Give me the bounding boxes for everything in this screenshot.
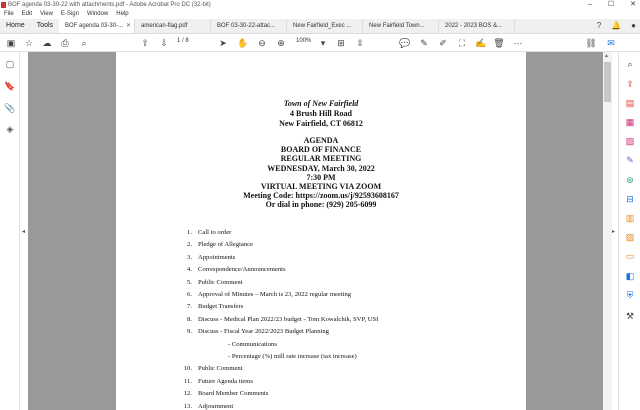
previous-page-icon[interactable]: ⇧ [141, 38, 149, 48]
list-item: 2. Pledge of Allegiance [187, 241, 253, 249]
document-header [116, 99, 526, 129]
main-toolbar [0, 34, 640, 52]
document-tab-label: BOF agenda 03-30-... [65, 23, 124, 29]
hand-tool-icon[interactable]: ✋ [237, 38, 249, 48]
account-icon[interactable]: ● [631, 21, 636, 30]
list-item: 4. Correspondence/Announcements [187, 266, 286, 274]
page-total: / 8 [182, 38, 189, 44]
email-share-icon[interactable]: ✉ [607, 38, 615, 48]
close-tab-icon[interactable]: ✕ [126, 23, 132, 29]
next-page-icon[interactable]: ⇩ [160, 38, 168, 48]
create-pdf-icon[interactable]: ▤ [625, 98, 635, 108]
town-address: 4 Brush Hill Road [289, 109, 352, 118]
edit-text-icon[interactable]: ▧ [625, 136, 635, 146]
more-tools-wrench-icon[interactable]: ⚒ [625, 311, 635, 321]
save-icon[interactable]: ▣ [6, 38, 16, 48]
meeting-date: WEDNESDAY, March 30, 2022 [267, 163, 375, 173]
left-navigation-rail [0, 52, 20, 410]
document-viewer[interactable] [28, 52, 612, 410]
board-name: BOARD OF FINANCE [280, 145, 362, 155]
menu-view[interactable]: View [40, 11, 53, 17]
chat-comment-icon[interactable]: ▭ [625, 251, 635, 261]
list-item: 5. Public Comment [187, 278, 243, 286]
document-tab-bos-2022-2023[interactable] [439, 19, 515, 33]
notification-bell-icon[interactable]: 🔔 [611, 21, 622, 30]
list-item: 13. Adjournment [183, 402, 234, 410]
menu-file[interactable]: File [4, 11, 14, 17]
attachments-paperclip-icon[interactable]: 📎 [4, 103, 16, 113]
window-controls [588, 0, 636, 10]
agenda-items-list [176, 227, 516, 410]
scan-ocr-icon[interactable]: ▨ [625, 232, 635, 242]
list-item: 8. Discuss - Medical Plan 2022/23 budget - Tom Kowalchik, SVP, USI [187, 315, 379, 323]
document-tab-new-fairfield-exec[interactable] [287, 19, 363, 33]
expand-right-panel-icon[interactable]: ▸ [612, 229, 616, 235]
fill-sign-icon[interactable]: ✍ [475, 38, 487, 48]
scroll-up-arrow-icon[interactable]: ▲ [604, 53, 609, 59]
expand-left-panel-icon[interactable]: ◂ [22, 229, 26, 235]
agenda-title: AGENDA [303, 136, 339, 145]
scroll-mode-icon[interactable]: ⇳ [356, 38, 364, 48]
comment-tool-icon[interactable]: ▥ [625, 213, 635, 223]
document-tab-label: New Fairfield_Exec ... [293, 23, 352, 29]
vertical-scrollbar[interactable] [603, 52, 612, 410]
select-cursor-icon[interactable]: ➤ [219, 38, 227, 48]
menu-window[interactable]: Window [86, 11, 109, 17]
page-thumbnails-icon[interactable]: ▢ [5, 59, 15, 69]
fit-page-icon[interactable]: ⊞ [337, 38, 345, 48]
minimize-icon[interactable]: – [587, 1, 592, 8]
list-subitem: - Percentage (%) mill rate increase (tax increase) [228, 353, 357, 361]
acrobat-app-icon [1, 2, 6, 8]
list-item: 3. Appointments [187, 253, 236, 261]
zoom-search-icon[interactable]: ⌕ [81, 38, 87, 48]
list-item: 11. Future Agenda items [184, 377, 253, 385]
organize-pages-icon[interactable]: ⊟ [626, 194, 634, 204]
search-icon[interactable]: ⌕ [627, 59, 633, 69]
tab-tools[interactable]: Tools [36, 22, 54, 29]
title-bar [0, 0, 640, 10]
fill-and-sign-icon[interactable]: ✎ [626, 155, 634, 165]
town-name: Town of New Fairfield [283, 99, 359, 108]
document-tab-bof-agenda[interactable] [59, 19, 135, 33]
scrollbar-thumb[interactable] [604, 62, 611, 102]
draw-icon[interactable]: ✐ [439, 38, 447, 48]
meeting-type: REGULAR MEETING [280, 154, 362, 164]
help-icon[interactable]: ? [596, 21, 602, 30]
list-subitem: - Communications [228, 340, 277, 348]
list-item: 10. Public Comment [183, 365, 243, 373]
stamp-icon[interactable]: ⛶ [458, 38, 466, 48]
maximize-icon[interactable]: ☐ [607, 1, 615, 8]
comment-icon[interactable]: 💬 [399, 38, 411, 48]
print-icon[interactable]: ⎙ [61, 38, 69, 48]
list-item: 6. Approval of Minutes – March is 23, 2022 regular meeting [187, 291, 352, 299]
menu-help[interactable]: Help [116, 11, 129, 17]
menu-bar [0, 10, 640, 19]
protect-icon[interactable]: ◧ [625, 271, 635, 281]
window-title: BOF agenda 03-30-22 with attachments.pdf - Adobe Acrobat Pro DC (32-bit) [8, 2, 211, 8]
delete-trash-icon[interactable]: 🗑 [493, 38, 505, 48]
zoom-in-icon[interactable]: ⊕ [277, 38, 285, 48]
document-tab-new-fairfield-town[interactable] [363, 19, 439, 33]
highlight-pen-icon[interactable]: ✎ [420, 38, 428, 48]
town-city: New Fairfield, CT 06812 [279, 119, 363, 128]
layers-icon[interactable]: ◈ [6, 124, 14, 134]
tab-bar-right-icons [597, 19, 636, 33]
bookmark-star-icon[interactable]: ☆ [24, 38, 34, 48]
right-tools-rail [618, 52, 640, 410]
document-tab-label: american-flag.pdf [141, 23, 188, 29]
bookmarks-icon[interactable]: 🔖 [4, 81, 16, 91]
list-item: 9. Discuss - Fiscal Year 2022/2023 Budget Planning [187, 328, 329, 336]
list-item: 12. Board Member Comments [183, 390, 269, 398]
meeting-time: 7:30 PM [306, 172, 336, 182]
document-tab-american-flag[interactable] [135, 19, 211, 33]
document-tab-label: BOF 03-30-22-attac... [217, 23, 276, 29]
edit-pdf-icon[interactable]: ▦ [625, 117, 635, 127]
pdf-page [116, 52, 526, 410]
tab-home[interactable]: Home [6, 22, 25, 29]
current-page-field[interactable]: 1 [177, 38, 181, 44]
menu-esign[interactable]: E-Sign [60, 11, 79, 17]
zoom-level[interactable]: 100% [296, 38, 312, 44]
zoom-out-icon[interactable]: ⊖ [258, 38, 266, 48]
page-indicator[interactable] [177, 38, 189, 44]
meeting-code: Meeting Code: https://zoom.us/j/92593608167 [243, 191, 399, 201]
share-link-icon[interactable]: ⛓ [585, 38, 597, 48]
meeting-venue: VIRTUAL MEETING VIA ZOOM [260, 182, 382, 192]
list-item: 1. Call to order [187, 229, 232, 236]
shield-icon[interactable]: ⛨ [626, 290, 634, 300]
menu-edit[interactable]: Edit [21, 11, 33, 17]
export-pdf-icon[interactable]: ⇪ [626, 79, 634, 89]
tab-bar [0, 19, 640, 34]
dial-in-phone: Or dial in phone: (929) 205-6099 [265, 200, 377, 210]
agenda-heading-block [116, 136, 526, 210]
send-for-signature-icon[interactable]: ⊛ [626, 175, 634, 185]
more-tools-icon[interactable]: ⋯ [513, 38, 523, 48]
zoom-dropdown-icon[interactable]: ▾ [320, 38, 326, 48]
close-icon[interactable]: ✕ [630, 1, 636, 8]
document-tab-bof-attachments[interactable] [211, 19, 287, 33]
document-tab-label: 2022 - 2023 BOS &... [445, 23, 503, 29]
document-tab-label: New Fairfield Town... [369, 23, 425, 29]
upload-cloud-icon[interactable]: ☁ [42, 38, 52, 48]
list-item: 7. Budget Transfers [187, 303, 244, 311]
